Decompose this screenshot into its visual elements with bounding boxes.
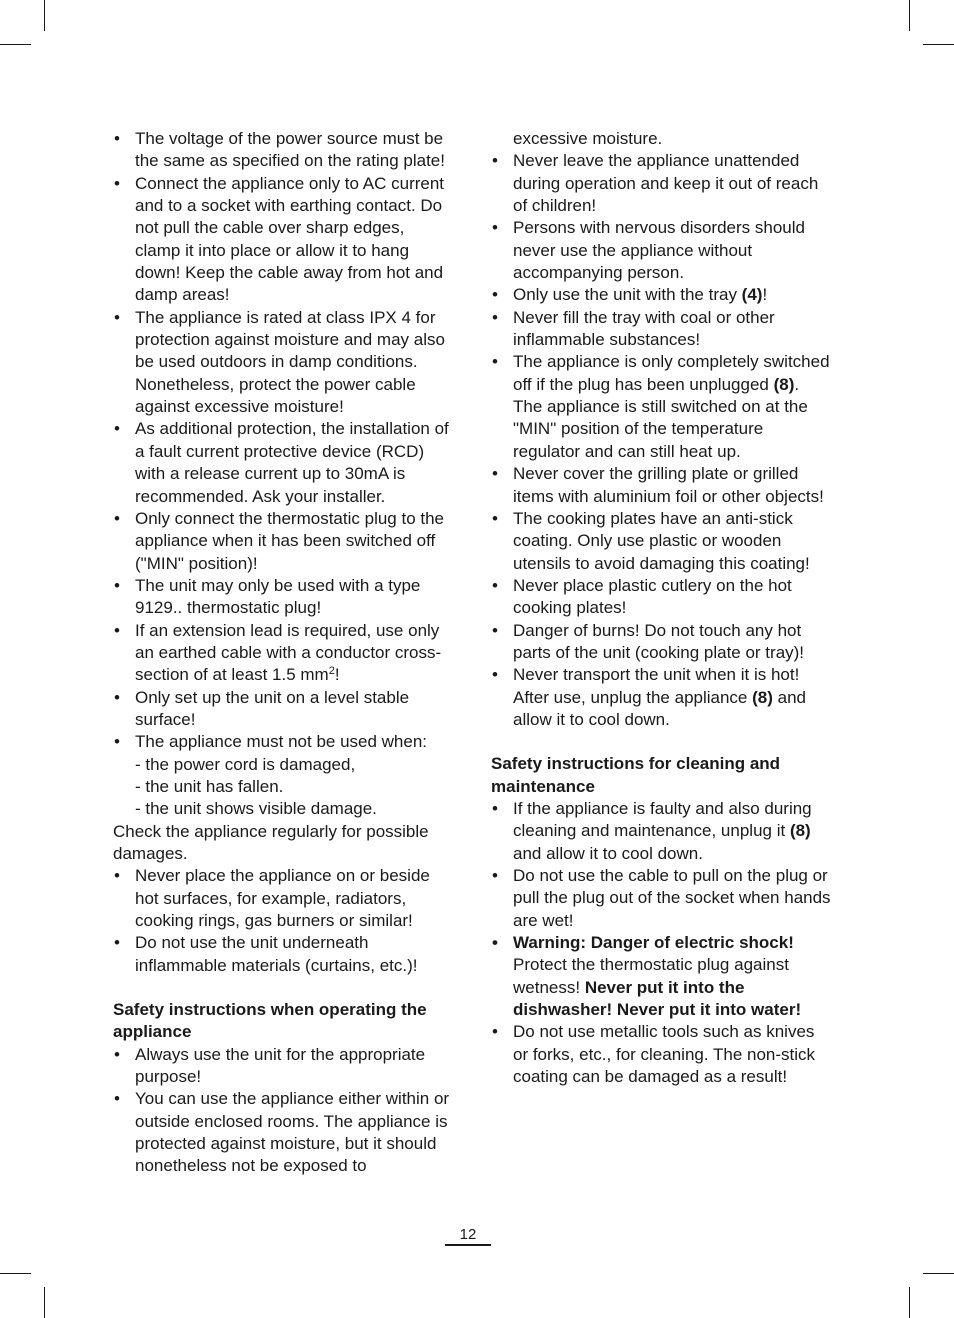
crop-mark-bottom-left-v bbox=[44, 1287, 45, 1318]
plug-reference: (8) bbox=[752, 687, 773, 707]
tray-tail: ! bbox=[762, 285, 768, 305]
still-on-text: The appliance is still switched on at the "MIN" position of the temperature regulator and can still heat up. bbox=[513, 397, 808, 461]
switched-off-text: The appliance is only completely switched off if the plug has been unplugged bbox=[513, 352, 830, 394]
list-item: • As additional protection, the installation of a fault current protective device (RCD) with a release current up to 30mA is recommended. Ask your installer. bbox=[113, 418, 453, 507]
page-number-rule bbox=[445, 1244, 491, 1246]
list-item bbox=[113, 620, 453, 687]
list-item: • Never fill the tray with coal or other inflammable substances! bbox=[491, 307, 831, 352]
list-item: • Never place plastic cutlery on the hot cooking plates! bbox=[491, 575, 831, 620]
warning-water: Never put it into water! bbox=[612, 1000, 802, 1020]
list-item: • Connect the appliance only to AC current and to a socket with earthing contact. Do not pull the cable over sharp edges, clamp it into place or allow it to hang down! Keep the cable away from hot and damp areas! bbox=[113, 173, 453, 307]
list-item bbox=[491, 664, 831, 731]
list-item: • Always use the unit for the appropriate purpose! bbox=[113, 1044, 453, 1089]
list-item-warning bbox=[491, 932, 831, 1021]
not-used-case: - the unit shows visible damage. bbox=[135, 799, 377, 819]
list-item: • Never leave the appliance unattended during operation and keep it out of reach of children! bbox=[491, 150, 831, 217]
not-used-case: - the power cord is damaged, bbox=[135, 754, 356, 774]
list-item bbox=[491, 798, 831, 865]
page-number: 12 bbox=[459, 1226, 477, 1243]
list-item bbox=[491, 351, 831, 463]
extension-lead-tail: ! bbox=[334, 665, 340, 685]
not-used-case: - the unit has fallen. bbox=[135, 776, 284, 796]
after-use-text: After use, unplug the appliance bbox=[513, 687, 753, 707]
switched-off-tail: . bbox=[794, 374, 800, 394]
tray-reference: (4) bbox=[741, 285, 763, 305]
list-item: • The unit may only be used with a type 9129.. thermostatic plug! bbox=[113, 575, 453, 620]
crop-mark-bottom-left-h bbox=[0, 1273, 31, 1274]
section-heading-operating: Safety instructions when operating the appliance bbox=[113, 1000, 427, 1042]
plug-reference: (8) bbox=[789, 821, 811, 841]
crop-mark-top-right-v bbox=[909, 0, 910, 31]
transport-text: • Never transport the unit when it is hot! bbox=[513, 665, 800, 685]
list-item bbox=[113, 731, 453, 820]
list-item-continuation: excessive moisture. bbox=[513, 129, 663, 148]
list-item: • Only set up the unit on a level stable surface! bbox=[113, 687, 453, 732]
safety-list-placement bbox=[113, 865, 453, 977]
list-item: • Danger of burns! Do not touch any hot parts of the unit (cooking plate or tray)! bbox=[491, 620, 831, 665]
list-item: • Never cover the grilling plate or grilled items with aluminium foil or other objects! bbox=[491, 463, 831, 508]
list-item: • The voltage of the power source must be the same as specified on the rating plate! bbox=[113, 128, 453, 173]
faulty-text: If the appliance is faulty and also during cleaning and maintenance, unplug it bbox=[513, 798, 812, 841]
extension-lead-text: If an extension lead is required, use only an earthed cable with a conductor cross-section of at least 1.5 mm bbox=[135, 620, 442, 685]
safety-list-operating-continued bbox=[491, 128, 831, 731]
right-column bbox=[491, 128, 831, 1088]
list-item: • Persons with nervous disorders should never use the appliance without accompanying person. bbox=[491, 217, 831, 284]
crop-mark-top-left-v bbox=[44, 0, 45, 31]
warning-dishwasher: Never put it into the dishwasher! bbox=[513, 977, 745, 1020]
faulty-tail: and allow it to cool down. bbox=[513, 843, 703, 863]
after-use-tail: and allow it to cool down. bbox=[513, 687, 806, 729]
list-item: • Do not use the cable to pull on the plug or pull the plug out of the socket when hands are wet! bbox=[491, 865, 831, 932]
list-item: • You can use the appliance either within or outside enclosed rooms. The appliance is protected against moisture, but it should nonetheless not be exposed to bbox=[113, 1088, 453, 1177]
tray-text: Only use the unit with the tray bbox=[513, 285, 742, 305]
list-item: • Do not use the unit underneath inflammable materials (curtains, etc.)! bbox=[113, 932, 453, 977]
crop-mark-bottom-right-v bbox=[909, 1287, 910, 1318]
list-item: • Only connect the thermostatic plug to the appliance when it has been switched off ("MIN" position)! bbox=[113, 508, 453, 575]
list-item: • The cooking plates have an anti-stick coating. Only use plastic or wooden utensils to avoid damaging this coating! bbox=[491, 508, 831, 575]
section-heading-cleaning: Safety instructions for cleaning and maintenance bbox=[491, 754, 781, 796]
safety-list-operating bbox=[113, 1044, 453, 1178]
crop-mark-top-left-h bbox=[0, 44, 31, 45]
crop-mark-bottom-right-h bbox=[923, 1273, 954, 1274]
list-item bbox=[491, 284, 831, 306]
superscript-2: 2 bbox=[328, 665, 335, 678]
after-use-line bbox=[513, 687, 831, 732]
list-item: • Do not use metallic tools such as knives or forks, etc., for cleaning. The non-stick coating can be damaged as a result! bbox=[491, 1021, 831, 1088]
crop-mark-top-right-h bbox=[923, 44, 954, 45]
left-column bbox=[113, 128, 453, 1178]
warning-title: • Warning: Danger of electric shock! bbox=[513, 933, 794, 953]
list-item: • Never place the appliance on or beside hot surfaces, for example, radiators, cooking rings, gas burners or similar! bbox=[113, 865, 453, 932]
plug-reference: (8) bbox=[773, 374, 795, 394]
safety-list-cleaning bbox=[491, 798, 831, 1088]
not-used-intro: • The appliance must not be used when: bbox=[135, 732, 428, 752]
safety-list-general bbox=[113, 128, 453, 821]
check-regularly-text: Check the appliance regularly for possible damages. bbox=[113, 821, 429, 863]
list-item: • The appliance is rated at class IPX 4 for protection against moisture and may also be used outdoors in damp conditions. Nonetheless, protect the power cable against excessive moisture! bbox=[113, 307, 453, 419]
warning-text: Protect the thermostatic plug against wetness! bbox=[513, 955, 789, 997]
switched-off-line bbox=[513, 351, 831, 396]
